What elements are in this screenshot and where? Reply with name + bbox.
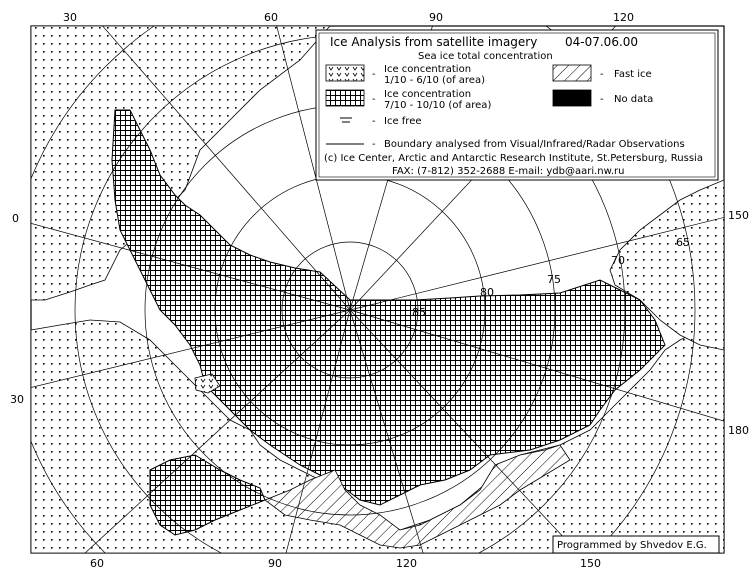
lon-label-right-150: 150: [728, 209, 749, 222]
programmed-by-text: Programmed by Shvedov E.G.: [557, 540, 707, 551]
lat-label-70: 70: [611, 254, 625, 267]
lon-label-bottom-120: 120: [396, 557, 417, 570]
legend-swatch-no-data: [553, 90, 591, 106]
chart-subtitle: Sea ice total concentration: [418, 51, 553, 62]
legend-ice-free: Ice free: [384, 116, 422, 127]
chart-date-range: 04-07.06.00: [565, 35, 639, 49]
lon-label-left-30: 30: [10, 393, 24, 406]
credit-organization: (c) Ice Center, Arctic and Antarctic Research Institute, St.Petersburg, Russia: [324, 153, 703, 164]
chart-title: Ice Analysis from satellite imagery: [330, 35, 538, 49]
legend-fast-ice: Fast ice: [614, 69, 652, 80]
lat-label-85: 85: [412, 306, 426, 319]
lon-label-top-30: 30: [63, 11, 77, 24]
legend-dash: -: [372, 139, 376, 150]
lon-label-bottom-90: 90: [268, 557, 282, 570]
programmed-by-box: [553, 536, 719, 553]
lon-label-top-60: 60: [264, 11, 278, 24]
legend-dash: -: [600, 94, 604, 105]
legend-no-data: No data: [614, 94, 654, 105]
legend-swatch-open-ice: [326, 65, 364, 81]
legend-swatch-fast-ice: [553, 65, 591, 81]
lon-label-bottom-150: 150: [580, 557, 601, 570]
legend-dash: -: [372, 116, 376, 127]
legend-open-ice-line2: 1/10 - 6/10 (of area): [384, 75, 485, 86]
legend-dash: -: [600, 69, 604, 80]
legend-open-ice-line1: Ice concentration: [384, 64, 472, 75]
lon-label-left-0: 0: [12, 212, 19, 225]
legend-dash: -: [372, 69, 376, 80]
lon-label-right-180: 180: [728, 424, 749, 437]
lat-label-75: 75: [547, 273, 561, 286]
lon-label-top-120: 120: [613, 11, 634, 24]
lat-label-80: 80: [480, 286, 494, 299]
lat-label-65: 65: [676, 236, 690, 249]
legend-swatch-close-ice: [326, 90, 364, 106]
legend-close-ice-line1: Ice concentration: [384, 89, 472, 100]
credit-contact: FAX: (7-812) 352-2688 E-mail: ydb@aari.nw.ru: [392, 166, 625, 177]
legend-boundary: Boundary analysed from Visual/Infrared/Radar Observations: [384, 139, 685, 150]
lon-label-top-90: 90: [429, 11, 443, 24]
legend-close-ice-line2: 7/10 - 10/10 (of area): [384, 100, 492, 111]
lon-label-bottom-60: 60: [90, 557, 104, 570]
legend-dash: -: [372, 94, 376, 105]
legend-box: [316, 30, 718, 180]
